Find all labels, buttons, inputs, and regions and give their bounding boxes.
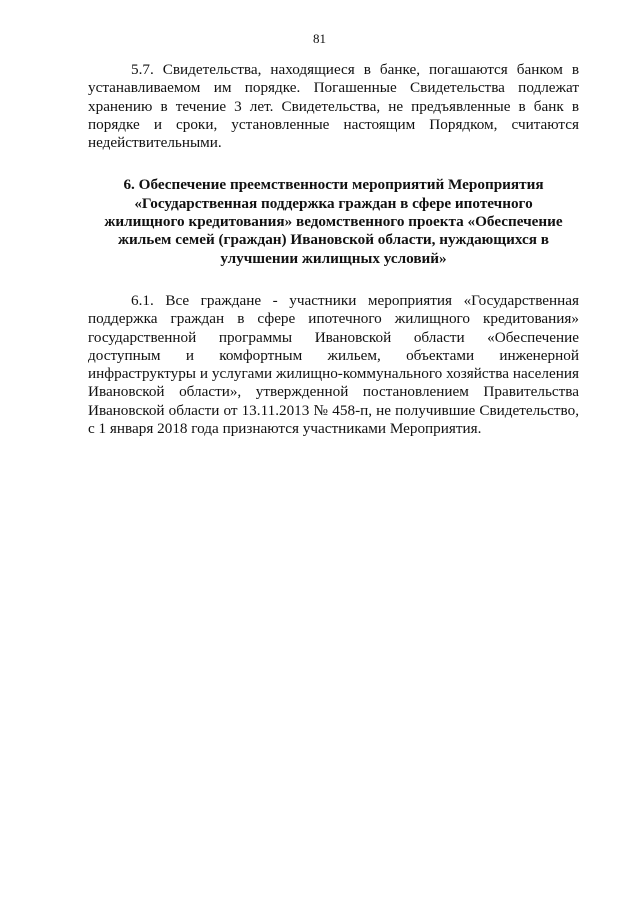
page-number: 81 [313,31,326,46]
section-6-heading: 6. Обеспечение преемственности мероприятий Мероприятия «Государственная поддержка граждан в сфере ипотечного жилищного кредитования» ведомственного проекта «Обеспечение жильем семей (граждан) Ивановской области, нуждающихся в улучшении жилищных условий» [104,176,563,267]
paragraph-5-7: 5.7. Свидетельства, находящиеся в банке, погашаются банком в устанавливаемом им порядке. Погашенные Свидетельства подлежат хранению в течение 3 лет. Свидетельства, не предъявленные в банк в порядке и сроки, установленные настоящим Порядком, считаются недействительными. [88,61,579,152]
document-body [88,61,579,438]
paragraph-6-1: 6.1. Все граждане - участники мероприятия «Государственная поддержка граждан в сфере ипотечного жилищного кредитования» государственной программы Ивановской области «Обеспечение доступным и комфортным жильем, объектами инженерной инфраструктуры и услугами жилищно-коммунального хозяйства населения Ивановской области», утвержденной постановлением Правительства Ивановской области от 13.11.2013 № 458-п, не получившие Свидетельство, с 1 января 2018 года признаются участниками Мероприятия. [88,291,579,438]
